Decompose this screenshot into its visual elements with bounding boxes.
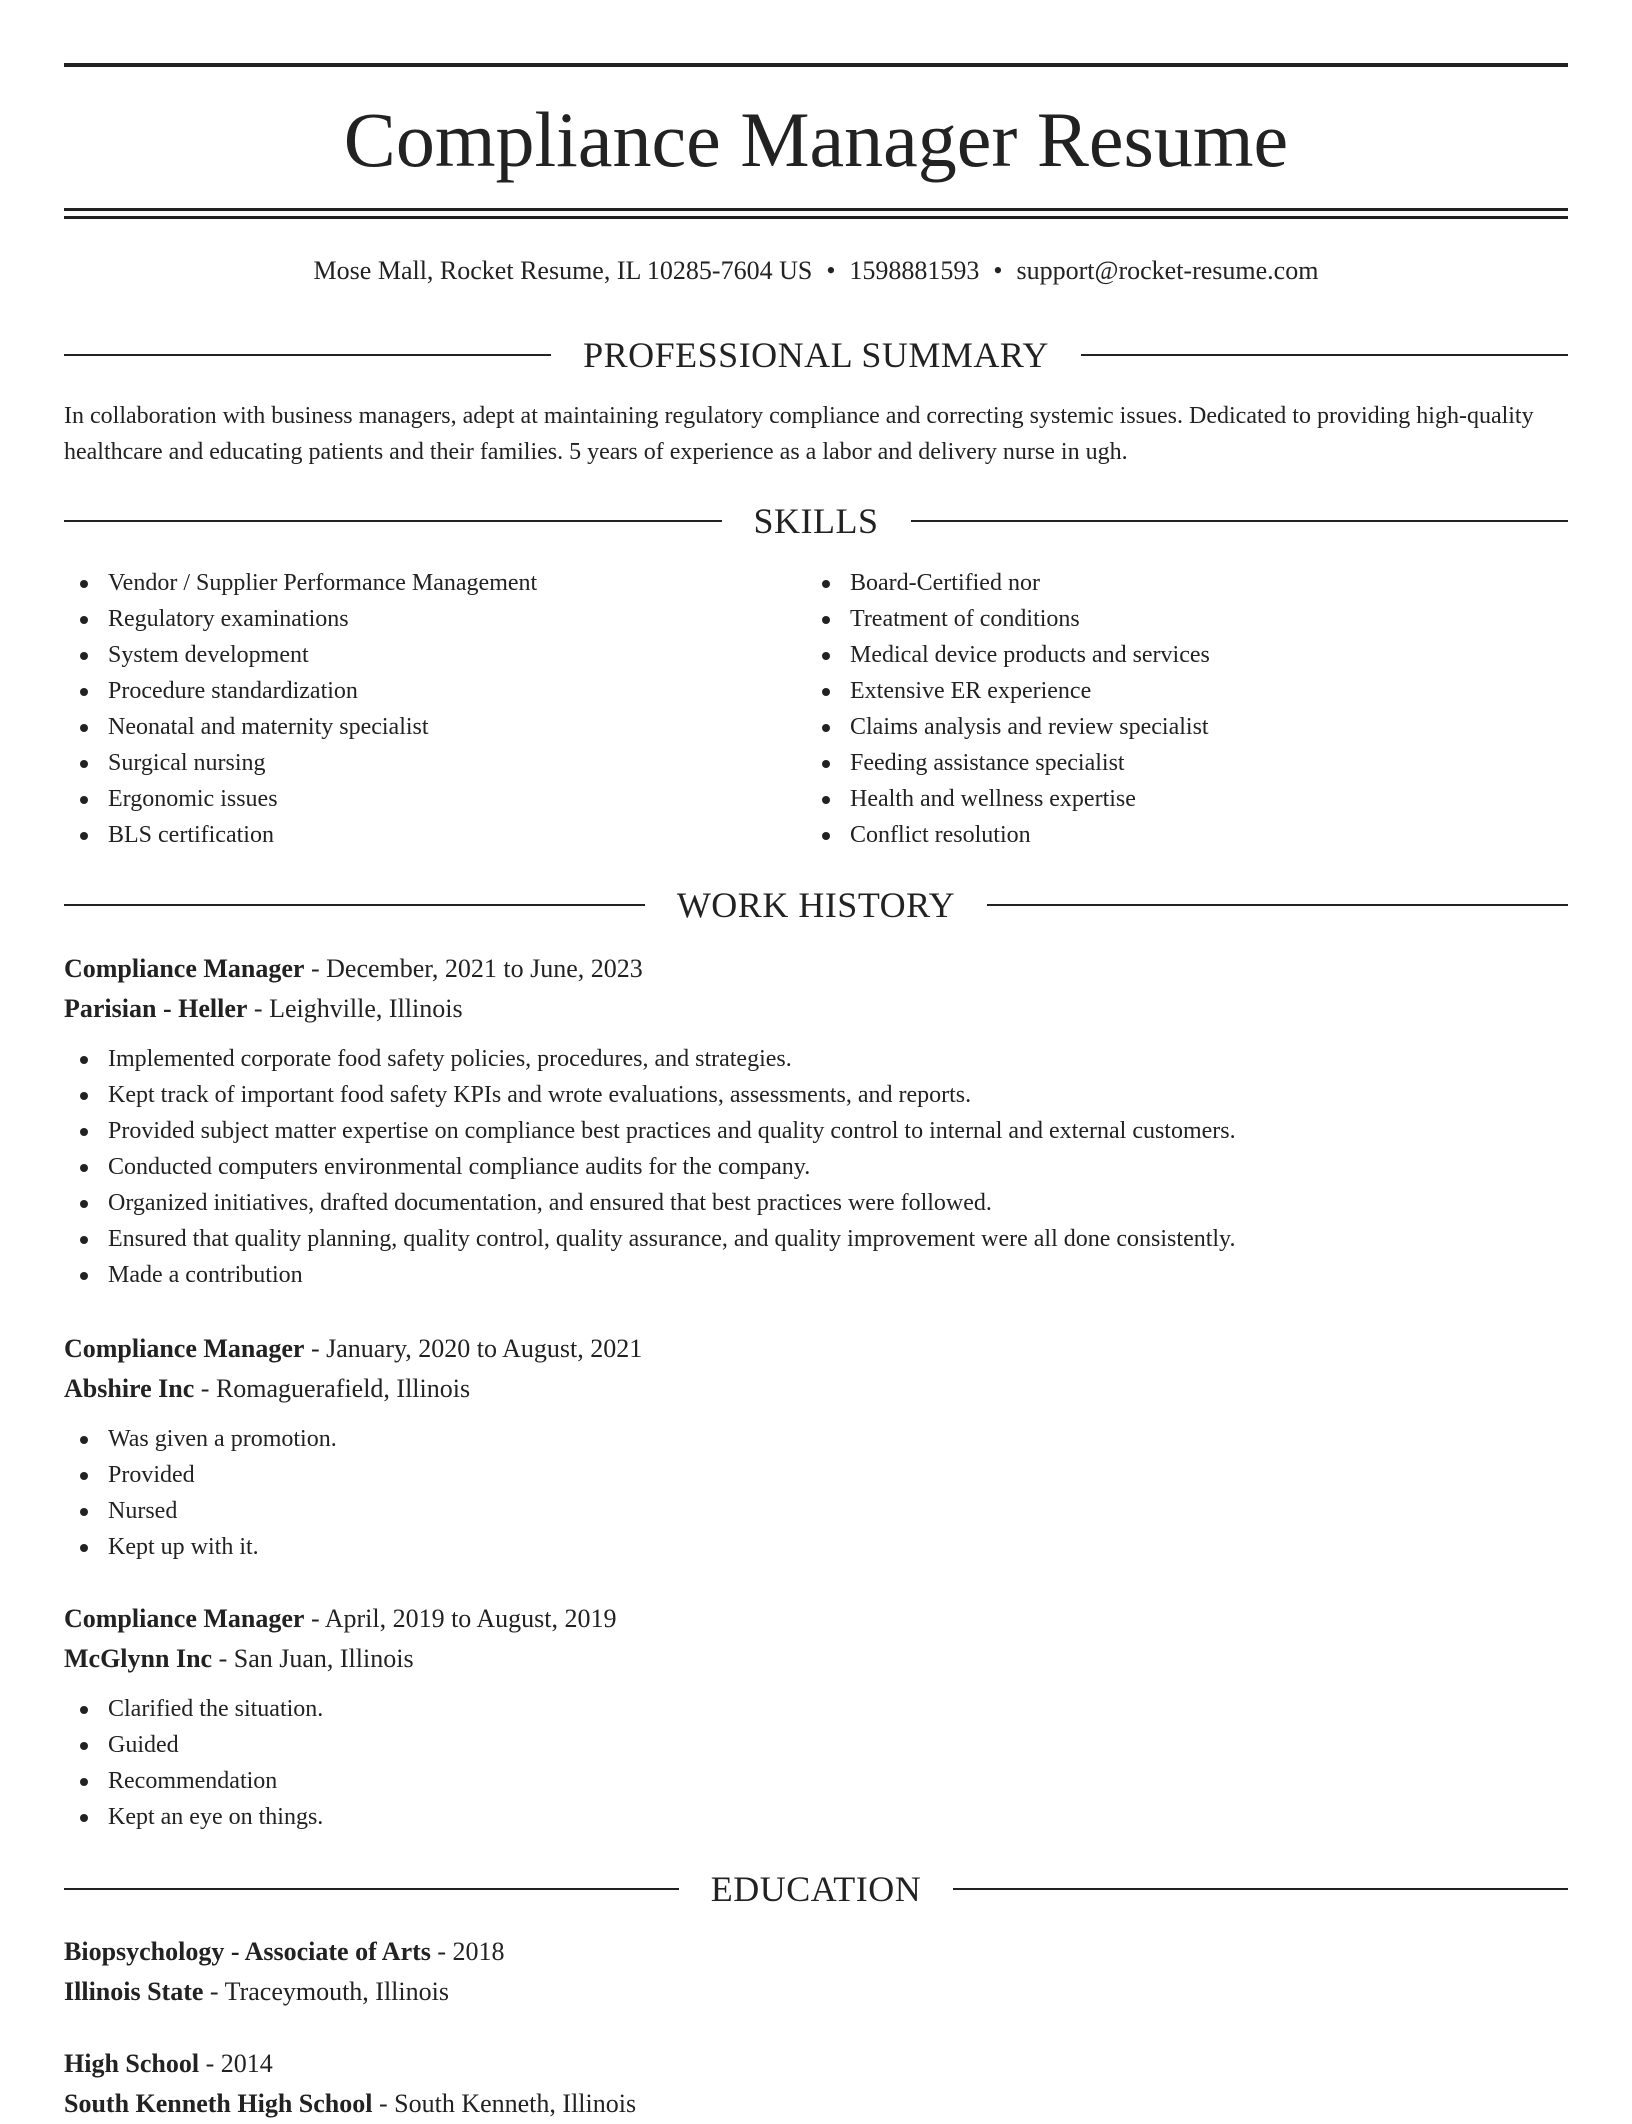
job-bullet: Kept track of important food safety KPIs and wrote evaluations, assessments, and reports.	[64, 1077, 1568, 1113]
job-company-line	[64, 1369, 1568, 1409]
skill-item: Board-Certified nor	[806, 565, 1506, 601]
heading-rule	[911, 520, 1569, 522]
job-dates: - April, 2019 to August, 2019	[304, 1604, 617, 1633]
section-heading-label: SKILLS	[753, 501, 879, 541]
skill-item: Feeding assistance specialist	[806, 745, 1506, 781]
education-school-line	[64, 1972, 1568, 2012]
job-title: Compliance Manager	[64, 954, 305, 983]
job-location: - Leighville, Illinois	[247, 994, 463, 1023]
job-company-line	[64, 1639, 1568, 1679]
job-title-line	[64, 1329, 1568, 1369]
skills-heading	[64, 496, 1568, 546]
skill-item: BLS certification	[64, 817, 764, 853]
skill-item: Procedure standardization	[64, 673, 764, 709]
job-bullet: Was given a promotion.	[64, 1421, 1568, 1457]
job-title: Compliance Manager	[64, 1604, 305, 1633]
job-bullet: Made a contribution	[64, 1257, 1568, 1293]
education-school: South Kenneth High School	[64, 2089, 373, 2118]
skill-item: Vendor / Supplier Performance Management	[64, 565, 764, 601]
job-company: Abshire Inc	[64, 1374, 195, 1403]
education-location: - South Kenneth, Illinois	[372, 2089, 637, 2118]
job-bullet: Provided subject matter expertise on compliance best practices and quality control to internal and external customers.	[64, 1113, 1568, 1149]
job-entry	[64, 949, 1568, 1293]
skill-item: Regulatory examinations	[64, 601, 764, 637]
skill-item: Conflict resolution	[806, 817, 1506, 853]
job-bullet: Guided	[64, 1727, 1568, 1763]
education-heading	[64, 1864, 1568, 1914]
heading-rule	[64, 354, 551, 356]
work-history-heading	[64, 880, 1568, 930]
education-location: - Traceymouth, Illinois	[203, 1977, 449, 2006]
contact-address: Mose Mall, Rocket Resume, IL 10285-7604 US	[313, 256, 813, 285]
job-bullet: Implemented corporate food safety policies, procedures, and strategies.	[64, 1041, 1568, 1077]
job-company-line	[64, 989, 1568, 1029]
heading-rule	[64, 1888, 679, 1890]
job-bullet: Provided	[64, 1457, 1568, 1493]
skill-item: Treatment of conditions	[806, 601, 1506, 637]
job-bullet: Conducted computers environmental compliance audits for the company.	[64, 1149, 1568, 1185]
skills-column-right	[806, 565, 1506, 853]
job-company: McGlynn Inc	[64, 1644, 213, 1673]
heading-rule	[953, 1888, 1568, 1890]
education-year: - 2018	[430, 1937, 505, 1966]
section-heading-label: EDUCATION	[710, 1869, 922, 1909]
education-entry	[64, 1932, 1568, 2012]
job-bullet: Ensured that quality planning, quality control, quality assurance, and quality improvement were all done consistently.	[64, 1221, 1568, 1257]
contact-line	[64, 253, 1568, 289]
job-dates: - January, 2020 to August, 2021	[304, 1334, 643, 1363]
resume-title: Compliance Manager Resume	[343, 96, 1289, 183]
skill-item: Medical device products and services	[806, 637, 1506, 673]
job-title-line	[64, 949, 1568, 989]
heading-rule	[64, 904, 645, 906]
job-location: - San Juan, Illinois	[212, 1644, 414, 1673]
education-school: Illinois State	[64, 1977, 204, 2006]
heading-rule	[1081, 354, 1568, 356]
contact-phone: 1598881593	[849, 256, 980, 285]
summary-heading	[64, 330, 1568, 380]
job-bullet: Kept an eye on things.	[64, 1799, 1568, 1835]
skill-item: Extensive ER experience	[806, 673, 1506, 709]
job-company: Parisian - Heller	[64, 994, 248, 1023]
job-bullet: Kept up with it.	[64, 1529, 1568, 1565]
skill-item: System development	[64, 637, 764, 673]
job-bullet: Recommendation	[64, 1763, 1568, 1799]
heading-rule	[987, 904, 1568, 906]
job-bullet: Nursed	[64, 1493, 1568, 1529]
skill-item: Ergonomic issues	[64, 781, 764, 817]
contact-email: support@rocket-resume.com	[1016, 256, 1319, 285]
education-school-line	[64, 2084, 1568, 2124]
skill-item: Surgical nursing	[64, 745, 764, 781]
job-title-line	[64, 1599, 1568, 1639]
job-bullet: Organized initiatives, drafted documentation, and ensured that best practices were followed.	[64, 1185, 1568, 1221]
skills-column-left	[64, 565, 764, 853]
summary-text: In collaboration with business managers, adept at maintaining regulatory compliance and correcting systemic issues. Dedicated to providing high-quality healthcare and educating patients and their families. 5 years of experience as a labor and delivery nurse in ugh.	[64, 403, 1534, 465]
job-dates: - December, 2021 to June, 2023	[304, 954, 643, 983]
job-entry	[64, 1329, 1568, 1565]
skill-item: Neonatal and maternity specialist	[64, 709, 764, 745]
top-rule	[64, 63, 1568, 67]
title-rule-upper	[64, 208, 1568, 211]
education-degree-line	[64, 1932, 1568, 1972]
section-heading-label: WORK HISTORY	[676, 885, 956, 925]
section-heading-label: PROFESSIONAL SUMMARY	[583, 335, 1049, 375]
contact-separator: •	[993, 256, 1003, 285]
job-location: - Romaguerafield, Illinois	[194, 1374, 471, 1403]
contact-separator: •	[826, 256, 836, 285]
job-bullet: Clarified the situation.	[64, 1691, 1568, 1727]
skill-item: Claims analysis and review specialist	[806, 709, 1506, 745]
education-entry	[64, 2044, 1568, 2124]
job-entry	[64, 1599, 1568, 1835]
education-degree: Biopsychology - Associate of Arts	[64, 1937, 431, 1966]
skill-item: Health and wellness expertise	[806, 781, 1506, 817]
heading-rule	[64, 520, 722, 522]
job-title: Compliance Manager	[64, 1334, 305, 1363]
education-year: - 2014	[199, 2049, 273, 2078]
title-rule-lower	[64, 216, 1568, 219]
education-degree-line	[64, 2044, 1568, 2084]
education-degree: High School	[64, 2049, 200, 2078]
